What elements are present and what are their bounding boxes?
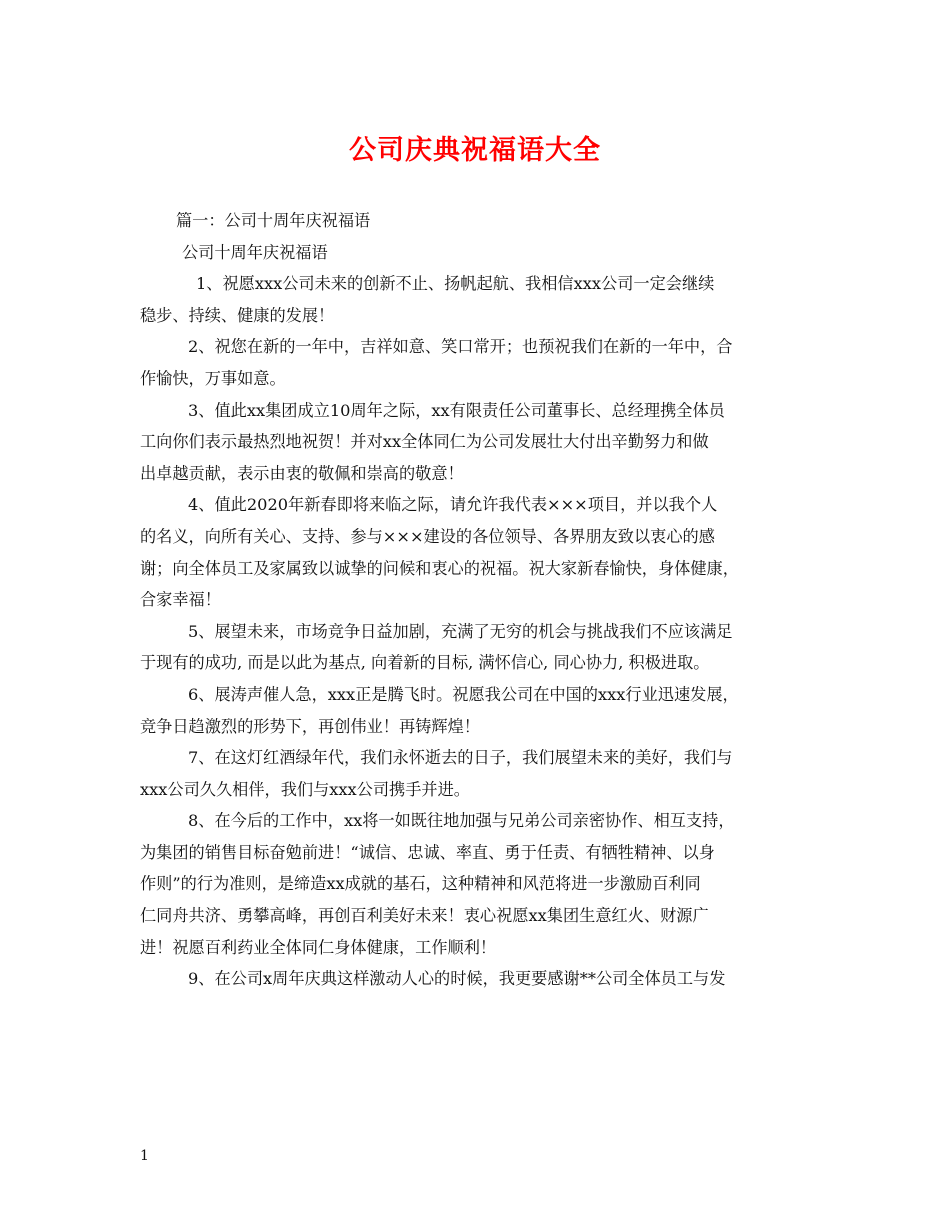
page-number: 1 (140, 1148, 149, 1164)
document-body (140, 205, 820, 995)
paragraph-line: 合家幸福！ (140, 590, 221, 610)
paragraph-line: 2、祝您在新的一年中，吉祥如意、笑口常开；也预祝我们在新的一年中，合 (188, 337, 733, 357)
paragraph-line: 于现有的成功, 而是以此为基点, 向着新的目标, 满怀信心, 同心协力, 积极进取。 (140, 653, 710, 673)
paragraph-line: 7、在这灯红酒绿年代，我们永怀逝去的日子，我们展望未来的美好，我们与 (188, 748, 733, 768)
paragraph-line: 的名义，向所有关心、支持、参与×××建设的各位领导、各界朋友致以衷心的感 (140, 526, 715, 546)
paragraph-line: 仁同舟共济、勇攀高峰，再创百利美好未来！衷心祝愿xx集团生意红火、财源广 (140, 906, 709, 926)
paragraph-line: 为集团的销售目标奋勉前进！“诚信、忠诚、率直、勇于任责、有牺牲精神、以身 (140, 842, 715, 862)
section-heading: 篇一：公司十周年庆祝福语 (176, 211, 371, 230)
paragraph-line: 出卓越贡献，表示由衷的敬佩和崇高的敬意！ (140, 463, 464, 483)
paragraph-line: 8、在今后的工作中，xx将一如既往地加强与兄弟公司亲密协作、相互支持， (188, 811, 735, 831)
paragraph-line: 1、祝愿xxx公司未来的创新不止、扬帆起航、我相信xxx公司一定会继续 (196, 274, 715, 294)
paragraph-line: 竞争日趋激烈的形势下，再创伟业！再铸辉煌！ (140, 716, 480, 736)
page-title: 公司庆典祝福语大全 (349, 135, 601, 166)
paragraph-line: 作愉快，万事如意。 (140, 368, 286, 388)
paragraph-line: xxx公司久久相伴，我们与xxx公司携手并进。 (140, 779, 470, 799)
paragraph-line: 6、展涛声催人急，xxx正是腾飞时。祝愿我公司在中国的xxx行业迅速发展， (188, 684, 739, 704)
paragraph-line: 4、值此2020年新春即将来临之际，请允许我代表×××项目，并以我个人 (188, 495, 718, 515)
paragraph-line: 作则”的行为准则，是缔造xx成就的基石，这种精神和风范将进一步激励百利同 (140, 874, 701, 894)
paragraph-line: 谢；向全体员工及家属致以诚挚的问候和衷心的祝福。祝大家新春愉快，身体健康， (140, 558, 739, 578)
paragraph-line: 9、在公司x周年庆典这样激动人心的时候，我更要感谢**公司全体员工与发 (188, 969, 726, 989)
paragraph-line: 进！祝愿百利药业全体同仁身体健康，工作顺利！ (140, 937, 497, 957)
paragraph-line: 3、值此xx集团成立10周年之际，xx有限责任公司董事长、总经理携全体员 (188, 400, 725, 420)
paragraph-line: 5、展望未来，市场竞争日益加剧，充满了无穷的机会与挑战我们不应该满足 (188, 621, 733, 641)
paragraph-line: 工向你们表示最热烈地祝贺！并对xx全体同仁为公司发展壮大付出辛勤努力和做 (140, 432, 709, 452)
paragraph-line: 稳步、持续、健康的发展！ (140, 305, 335, 325)
subheading: 公司十周年庆祝福语 (182, 242, 328, 262)
